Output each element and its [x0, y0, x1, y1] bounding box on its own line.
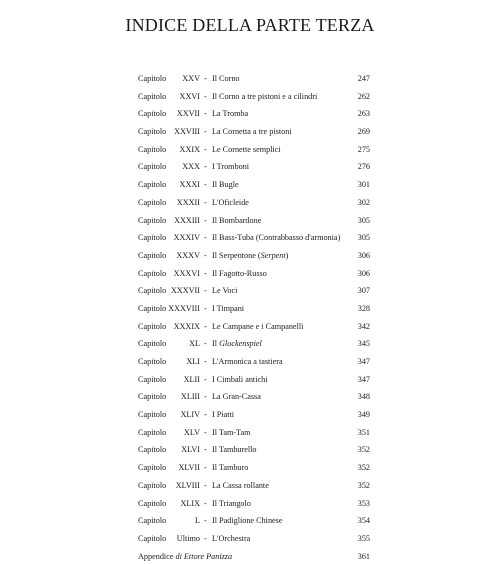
- chapter-label: Capitolo: [138, 286, 167, 296]
- chapter-title-text: Il Corno a tre pistoni e a cilindri: [212, 91, 318, 101]
- chapter-title: [212, 88, 317, 106]
- chapter-page: 347: [357, 357, 370, 366]
- chapter-numeral: XXX: [182, 162, 200, 172]
- chapter-page: 263: [357, 109, 370, 119]
- chapter-numeral: XXIX: [179, 144, 200, 154]
- chapter-title: [212, 441, 257, 459]
- chapter-label: Capitolo: [138, 427, 167, 437]
- chapter-page: 355: [357, 533, 370, 543]
- chapter-title: [212, 158, 249, 176]
- chapter-numeral: XXXVIII: [168, 303, 200, 313]
- chapter-numeral: Ultimo: [176, 533, 200, 543]
- separator-dash: -: [204, 533, 207, 543]
- chapter-page: 352: [357, 463, 370, 473]
- chapter-page: 262: [357, 91, 370, 101]
- separator-dash: -: [204, 109, 207, 119]
- chapter-title: [212, 265, 267, 283]
- chapter-page: 302: [357, 197, 370, 207]
- chapter-page: 247: [357, 74, 370, 83]
- chapter-label: Capitolo: [138, 127, 167, 137]
- chapter-numeral: XXXV: [176, 250, 200, 260]
- chapter-row[interactable]: [138, 318, 370, 336]
- chapter-title-text: L'Armonica a tastiera: [212, 357, 283, 366]
- chapter-list: [138, 70, 370, 548]
- table-of-contents: [138, 70, 370, 565]
- chapter-label: Capitolo: [138, 233, 167, 243]
- separator-dash: -: [204, 392, 207, 402]
- chapter-title-text: La Cornetta a tre pistoni: [212, 127, 292, 137]
- chapter-row[interactable]: [138, 229, 370, 247]
- chapter-title-text: La Cassa rollante: [212, 480, 269, 490]
- chapter-title: [212, 512, 283, 530]
- separator-dash: -: [204, 74, 207, 83]
- chapter-row[interactable]: [138, 88, 370, 106]
- chapter-page: 275: [357, 144, 370, 154]
- chapter-title-suffix: ): [285, 250, 289, 260]
- separator-dash: -: [204, 339, 207, 349]
- chapter-numeral: XLVI: [181, 445, 200, 455]
- chapter-title: [212, 424, 251, 442]
- chapter-numeral: L: [194, 516, 200, 526]
- chapter-label: Capitolo: [138, 215, 167, 225]
- chapter-title-text: Le Campane e i Campanelli: [212, 321, 304, 331]
- separator-dash: -: [204, 498, 207, 508]
- chapter-label: Capitolo: [138, 339, 167, 349]
- chapter-numeral: XXXVI: [173, 268, 200, 278]
- chapter-title-text: I Timpani: [212, 303, 245, 313]
- chapter-title: [212, 459, 248, 477]
- chapter-title-text: Il Fagotto-Russo: [212, 268, 267, 278]
- chapter-page: 328: [357, 303, 370, 313]
- chapter-numeral: XLIII: [180, 392, 200, 402]
- chapter-row[interactable]: [138, 247, 370, 265]
- chapter-label: Capitolo: [138, 180, 167, 190]
- chapter-page: 347: [357, 374, 370, 384]
- chapter-label: Capitolo: [138, 392, 167, 402]
- chapter-label: Capitolo: [138, 109, 167, 119]
- chapter-label: Capitolo: [138, 303, 167, 313]
- separator-dash: -: [204, 516, 207, 526]
- chapter-row[interactable]: [138, 265, 370, 283]
- chapter-title: [212, 141, 281, 159]
- chapter-numeral: XXVIII: [174, 127, 200, 137]
- chapter-label: Capitolo: [138, 91, 167, 101]
- chapter-row[interactable]: [138, 495, 370, 513]
- chapter-row[interactable]: [138, 530, 370, 548]
- chapter-title: [212, 335, 262, 353]
- chapter-label: Capitolo: [138, 268, 167, 278]
- chapter-page: 345: [357, 339, 370, 349]
- chapter-label: Capitolo: [138, 250, 167, 260]
- chapter-title: [212, 371, 267, 389]
- separator-dash: -: [204, 321, 207, 331]
- chapter-row[interactable]: [138, 388, 370, 406]
- chapter-numeral: XLIX: [180, 498, 200, 508]
- appendix-author: di Ettore Panizza: [175, 551, 233, 561]
- separator-dash: -: [204, 374, 207, 384]
- chapter-numeral: XLVIII: [175, 480, 200, 490]
- chapter-numeral: XLIV: [180, 410, 200, 420]
- separator-dash: -: [204, 215, 207, 225]
- separator-dash: -: [204, 463, 207, 473]
- chapter-numeral: XLI: [186, 357, 200, 366]
- appendix-label: Appendice: [138, 551, 176, 561]
- chapter-numeral: XLVII: [178, 463, 200, 473]
- chapter-row[interactable]: [138, 70, 370, 88]
- chapter-page: 269: [357, 127, 370, 137]
- separator-dash: -: [204, 480, 207, 490]
- chapter-title: [212, 353, 283, 371]
- chapter-label: Capitolo: [138, 445, 167, 455]
- chapter-row[interactable]: [138, 194, 370, 212]
- chapter-title-text: Le Cornette semplici: [212, 144, 281, 154]
- chapter-title-text: Il Bass-Tuba (Contrabbasso d'armonia): [212, 233, 341, 243]
- chapter-title-text: I Piatti: [212, 410, 235, 420]
- chapter-row[interactable]: [138, 141, 370, 159]
- chapter-row[interactable]: [138, 105, 370, 123]
- chapter-title-text: La Tromba: [212, 109, 249, 119]
- chapter-title: [212, 282, 237, 300]
- chapter-title-italic: Glockenspiel: [219, 339, 262, 349]
- chapter-page: 349: [357, 410, 370, 420]
- chapter-page: 305: [357, 233, 370, 243]
- chapter-page: 352: [357, 480, 370, 490]
- chapter-label: Capitolo: [138, 321, 167, 331]
- chapter-title-text: Il: [212, 339, 220, 349]
- chapter-numeral: XXXIX: [173, 321, 200, 331]
- chapter-label: Capitolo: [138, 197, 167, 207]
- page-title: INDICE DELLA PARTE TERZA: [125, 15, 375, 35]
- chapter-label: Capitolo: [138, 74, 167, 83]
- chapter-row[interactable]: [138, 353, 370, 371]
- chapter-title-text: Le Voci: [212, 286, 238, 296]
- chapter-page: 354: [357, 516, 370, 526]
- chapter-numeral: XXXIII: [174, 215, 200, 225]
- chapter-row[interactable]: [138, 459, 370, 477]
- chapter-title-text: I Tromboni: [212, 162, 250, 172]
- appendix-page: 361: [357, 551, 370, 561]
- chapter-numeral: XL: [189, 339, 200, 349]
- chapter-row[interactable]: [138, 335, 370, 353]
- chapter-row[interactable]: [138, 158, 370, 176]
- chapter-row[interactable]: [138, 477, 370, 495]
- separator-dash: -: [204, 91, 207, 101]
- chapter-page: 306: [357, 268, 370, 278]
- chapter-title: [212, 300, 244, 318]
- chapter-numeral: XXVII: [176, 109, 200, 119]
- chapter-page: 305: [357, 215, 370, 225]
- chapter-title: [212, 123, 292, 141]
- chapter-page: 353: [357, 498, 370, 508]
- chapter-title-text: Il Serpentone (: [212, 250, 261, 260]
- chapter-page: 351: [357, 427, 370, 437]
- chapter-label: Capitolo: [138, 162, 167, 172]
- chapter-title: [212, 176, 239, 194]
- chapter-title: [212, 247, 288, 265]
- chapter-title: [212, 530, 250, 548]
- chapter-title-text: Il Triangolo: [212, 498, 251, 508]
- separator-dash: -: [204, 162, 207, 172]
- chapter-label: Capitolo: [138, 463, 167, 473]
- separator-dash: -: [204, 144, 207, 154]
- chapter-title-text: Il Padiglione Chinese: [212, 516, 283, 526]
- chapter-title: [212, 318, 303, 336]
- separator-dash: -: [204, 427, 207, 437]
- chapter-label: Capitolo: [138, 410, 167, 420]
- chapter-label: Capitolo: [138, 498, 167, 508]
- chapter-label: Capitolo: [138, 357, 167, 366]
- chapter-title-text: Il Bugle: [212, 180, 239, 190]
- chapter-page: 342: [357, 321, 370, 331]
- separator-dash: -: [204, 357, 207, 366]
- chapter-title: [212, 495, 251, 513]
- chapter-title: [212, 212, 261, 230]
- chapter-row[interactable]: [138, 441, 370, 459]
- chapter-title: [212, 406, 234, 424]
- chapter-page: 307: [357, 286, 370, 296]
- chapter-numeral: XXXI: [179, 180, 200, 190]
- chapter-numeral: XXXVII: [170, 286, 200, 296]
- chapter-page: 301: [357, 180, 370, 190]
- chapter-title: [212, 477, 269, 495]
- chapter-numeral: XXVI: [179, 91, 200, 101]
- separator-dash: -: [204, 410, 207, 420]
- separator-dash: -: [204, 268, 207, 278]
- chapter-title-text: Il Bombardone: [212, 215, 262, 225]
- chapter-row[interactable]: [138, 512, 370, 530]
- chapter-row[interactable]: [138, 212, 370, 230]
- chapter-numeral: XLII: [183, 374, 200, 384]
- chapter-title-text: La Gran-Cassa: [212, 392, 261, 402]
- chapter-row[interactable]: [138, 371, 370, 389]
- chapter-title-text: L'Oficleide: [212, 197, 249, 207]
- chapter-page: 276: [357, 162, 370, 172]
- separator-dash: -: [204, 445, 207, 455]
- chapter-title-italic: Serpent: [260, 250, 286, 260]
- chapter-title: [212, 70, 240, 88]
- chapter-page: 306: [357, 250, 370, 260]
- chapter-title: [212, 229, 340, 247]
- chapter-row[interactable]: [138, 424, 370, 442]
- chapter-title: [212, 388, 261, 406]
- chapter-row[interactable]: [138, 300, 370, 318]
- chapter-row[interactable]: [138, 123, 370, 141]
- separator-dash: -: [204, 303, 207, 313]
- chapter-numeral: XXXII: [176, 197, 200, 207]
- chapter-label: Capitolo: [138, 516, 167, 526]
- chapter-row[interactable]: [138, 282, 370, 300]
- chapter-title-text: I Cimbali antichi: [212, 374, 268, 384]
- chapter-page: 352: [357, 445, 370, 455]
- chapter-title-text: Il Tam-Tam: [212, 427, 251, 437]
- chapter-label: Capitolo: [138, 480, 167, 490]
- separator-dash: -: [204, 197, 207, 207]
- chapter-numeral: XXV: [182, 74, 200, 83]
- chapter-title-text: Il Corno: [212, 74, 240, 83]
- separator-dash: -: [204, 286, 207, 296]
- separator-dash: -: [204, 180, 207, 190]
- chapter-label: Capitolo: [138, 374, 167, 384]
- chapter-page: 348: [357, 392, 370, 402]
- appendix-row[interactable]: [138, 548, 370, 565]
- chapter-row[interactable]: [138, 176, 370, 194]
- chapter-title: [212, 105, 248, 123]
- chapter-numeral: XXXIV: [173, 233, 200, 243]
- separator-dash: -: [204, 127, 207, 137]
- chapter-label: Capitolo: [138, 144, 167, 154]
- chapter-title: [212, 194, 249, 212]
- chapter-title-text: Il Tamburo: [212, 463, 249, 473]
- separator-dash: -: [204, 250, 207, 260]
- chapter-row[interactable]: [138, 406, 370, 424]
- chapter-label: Capitolo: [138, 533, 167, 543]
- separator-dash: -: [204, 233, 207, 243]
- chapter-title-text: L'Orchestra: [212, 533, 251, 543]
- chapter-title-text: Il Tamburello: [212, 445, 257, 455]
- chapter-numeral: XLV: [183, 427, 200, 437]
